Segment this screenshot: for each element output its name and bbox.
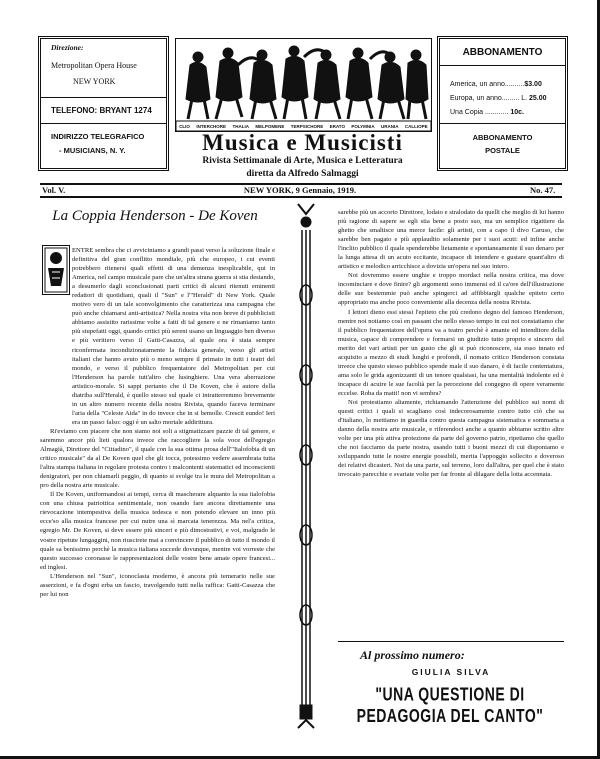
- paragraph: sarebbe più un accorto Direttore, lodato e stralodato da quelli che meglio di lui hanno più ragione di sapere se egli stia bene a posto suo, ma un semplice rigattiere da ghetto che smaltisce una merce facile: gli artisti, con a capo il divo Caruso, che sarebbe ben pagato e più applaudito solamente per i suoi acuti: ed infine anche l'inclito pubblico il quale spenderebbe lietamente e spontaneamente il suo denaro per la lunga attesa di un acuto eccitante, incapace di intendere e gustare quant'altro di artistico e melodico arricchisce a dovizia un'opera nel suo intero.: [338, 209, 564, 271]
- postal-line1: ABBONAMENTO: [472, 133, 533, 142]
- volume-number: Vol. V.: [42, 185, 66, 195]
- subscription-title: ABBONAMENTO: [462, 47, 543, 58]
- muses-engraving: [175, 38, 432, 132]
- postal-divider: [440, 123, 565, 124]
- paragraph: ENTRE sembra che ci avviciniamo a grandi passi verso la soluzione finale e definitiva del gran conflitto mondiale, più che europeo, i cui eventi potrebbero ritenersi quali effetti di una demenza inesplicabile, qui in America, nel campo musicale pare che un'altra strana guerra si stia destando, a desumerlo dagli sconclusionati parti critici di alcuni ritenuti eminenti redattori di quotidiani, quali il "Sun" e l'"Herald" di New York. Quale motivo vero di un tale sconvolgimento che caratterizza una campagna che può anche chiamarsi anti-artistica? Nella nostra vita non breve di pubblicisti abbiamo assistito rarissime volte a fatti di tal genere e ne rimaniamo tanto più stupefatti oggi, quando critici più sereni usano un linguaggio ben diverso e più veritiero verso il Gatti-Casazza, al quale ora è stata sempre riconfermata incondizionatamente la fiducia generale, verso gli artisti italiani che hanno avuto più o meno sempre il primato in tutti i teatri del mondo, e verso il pubblico frequentatore del Metropolitan per cui l'Henderson ha parole tutt'altro che lusinghiere. Una vera aberrazione artistico-morale. Si sappi pertanto che il De Koven, che è autore della diatriba sull'Herald, è quello stesso sul quale ci intratterremmo brevemente in un altro numero recente della nostra Rivista, quando faceva terminare l'aria della "Celeste Aida" in do invece che in si bemolle. Crescit eundo! Ieri era un passo falso: oggi è un salto mortale addirittura.: [72, 247, 275, 426]
- newspaper-director: diretta da Alfredo Salmaggi: [246, 169, 359, 179]
- indirizzo-row: [41, 123, 166, 166]
- issue-number: No. 47.: [530, 185, 556, 195]
- price-america: America, un anno..........$3.00: [450, 81, 542, 88]
- dateline-rule-bottom: [40, 196, 562, 198]
- price-europa: Europa, un anno......... L. 25.00: [450, 95, 547, 102]
- newspaper-title: Musica e Musicisti: [202, 130, 403, 155]
- indirizzo-line2: - MUSICIANS, N. Y.: [59, 146, 126, 155]
- indirizzo-line1: INDIRIZZO TELEGRAFICO: [51, 132, 145, 141]
- column-divider-ornament: [286, 200, 326, 735]
- telefono-row: [41, 97, 166, 124]
- paragraph: Il De Koven, uniformandosi ai tempi, cerca di mascherare alquanto la sua italofobia con una chiusa patriottica sentimentale, non osando fare ancora direttamente una rievocazione intempestiva della musica tedesca e non potendo elevare un inno più ecce'so alla musica francese per cui nutre una sì marcata tenerezza. Ma nel'a critica, egregio Mr. De Koven, si deve essere più sinceri e più dimostrativi, e voi, malgrado le vostre ripetute lungaggini, non riuscirete mai a convincere il pubblico di tutto il mondo il quale sa benissimo perchè la musica italiana succede dovunque, mentre voi vorreste che questo successo coronasse le rappresentazioni delle vostre bene amate opere francesi... ed inglesi.: [40, 491, 275, 571]
- direzione-label: Direzione:: [51, 43, 84, 52]
- next-issue-label: Al prossimo numero:: [360, 648, 465, 662]
- direzione-line1: Metropolitan Opera House: [51, 61, 137, 70]
- paragraph: Noi dovremmo essere unghie e troppo mordaci nella nostra critica, ma dove incominciare e dove finire? gli argomenti sono immensi ed il ca'ore dell'illustrazione delle sue bestemmie può anche spingerci ad affibbiargli qualche epiteto certo appropriato ma anche poco conveniente alla decenza della nostra Rivista.: [338, 272, 564, 307]
- next-issue-topic: "UNA QUESTIONE DI PEDAGOGIA DEL CANTO": [356, 683, 544, 727]
- ornamental-divider: [286, 200, 326, 735]
- paragraph: Ri'eviamo con piacere che non siamo noi soli a stigmatizzare pazzie di tal genere, e saremmo ancor più lieti qualora invece che raccogliere la sola voce dell'egregio Almagià, Direttore del "Cittadino", il quale con la sua ottima prosa dell'"Italofobia di un critico musicale" da al De Koven quel che gli tocca, potessimo vedere assembrata tutta l'altra stampa italiana in regolare protesta contro i malcontenti sistematici ed inconscienti denigratori, per non chiamarli peggio, di quanto si svolge tra le mura del Metropolitan a pro della nostra arte musicale.: [40, 427, 275, 490]
- direzione-line2: NEW YORK: [73, 77, 116, 86]
- paragraph: L'Henderson nel "Sun", iconoclasta moderno, è ancora più temerario nelle sue asserzioni, e fa d'ogni erba un fascio, travolgendo tutti nella raffica: Gatti-Casazza che per lui non: [40, 572, 275, 598]
- dancing-muses-illustration: [176, 39, 431, 131]
- muses-names-strip: CLIO INTERCHORE THALIA MELPOMENE TERPSICHORE ERATO POLYMNIA URANIA CALLIOPE: [179, 123, 428, 129]
- next-issue-rule: [338, 641, 564, 642]
- article-title: La Coppia Henderson - De Koven: [52, 208, 258, 224]
- subscription-divider: [440, 65, 565, 66]
- paragraph: Noi protestiamo altamente, richiamando l'attenzione del pubblico sui nomi di questi critici i quali si scagliano così indecorosamente contro tutto ciò che sa d'italiano, lo mettiamo in guardia contro questa campagna sistematica e sommaria a danno della nostra arte musicale, e riferendoci anche a quanto abbiamo scritto altre volte per una più attiva protezione da parte del governo patrio, ripetiamo che quello che noi facciamo da parte nostra, usando tutti i buoni mezzi di cui disponiamo e sviluppando tutte le nostre energie possibili, merita l'appoggio sollecito e doveroso dei relativi dicasteri. Noi da una parte, sul terreno, loro dall'altra, per quel che è stato invocato parecchie e svariate volte per far fronte al dilagare della lotta accennata.: [338, 398, 564, 479]
- paragraph: I lettori dieno essi stessi l'epiteto che più credono degno del famoso Henderson, mentre noi notiamo così en passant che nello stesso tempo in cui noi constatiamo che il pubblico frequentatore dell'opera va a teatro perchè è amante ed intenditore della musica, capace di comprendere e formarsi un giudizio tutto proprio e sincero del merito dei vari artisti per un gusto che gli si può riconoscere, sia esso innato ed acquisito a mezzo di studi lunghi e profondi, il nomato critico Henderson constata invece che questo stesso pubblico spende male il suo danaro, è di facile contentatura, ama solo le grida agonizzanti di un tenore qualsiasi, ha una mentalità indolente ed è incapace di acuire le sue facoltà per la percezione del congegno di opere veramente eccelse. Roba da matti! non vi sembra?: [338, 308, 564, 397]
- article-column-left: [40, 246, 275, 599]
- place-date: NEW YORK, 9 Gennaio, 1919.: [243, 185, 357, 195]
- subscription-box: [437, 36, 568, 171]
- postal-line2: POSTALE: [485, 146, 520, 155]
- article-column-right: [338, 208, 564, 479]
- postal-subscription: [440, 131, 565, 157]
- newspaper-subtitle: Rivista Settimanale di Arte, Musica e Letteratura: [202, 156, 403, 166]
- price-copia: Una Copia ............ 10c.: [450, 109, 524, 116]
- direction-box: [38, 36, 169, 171]
- next-issue-author: GIULIA SILVA: [411, 667, 491, 677]
- telefono-text: TELEFONO: BRYANT 1274: [51, 106, 152, 115]
